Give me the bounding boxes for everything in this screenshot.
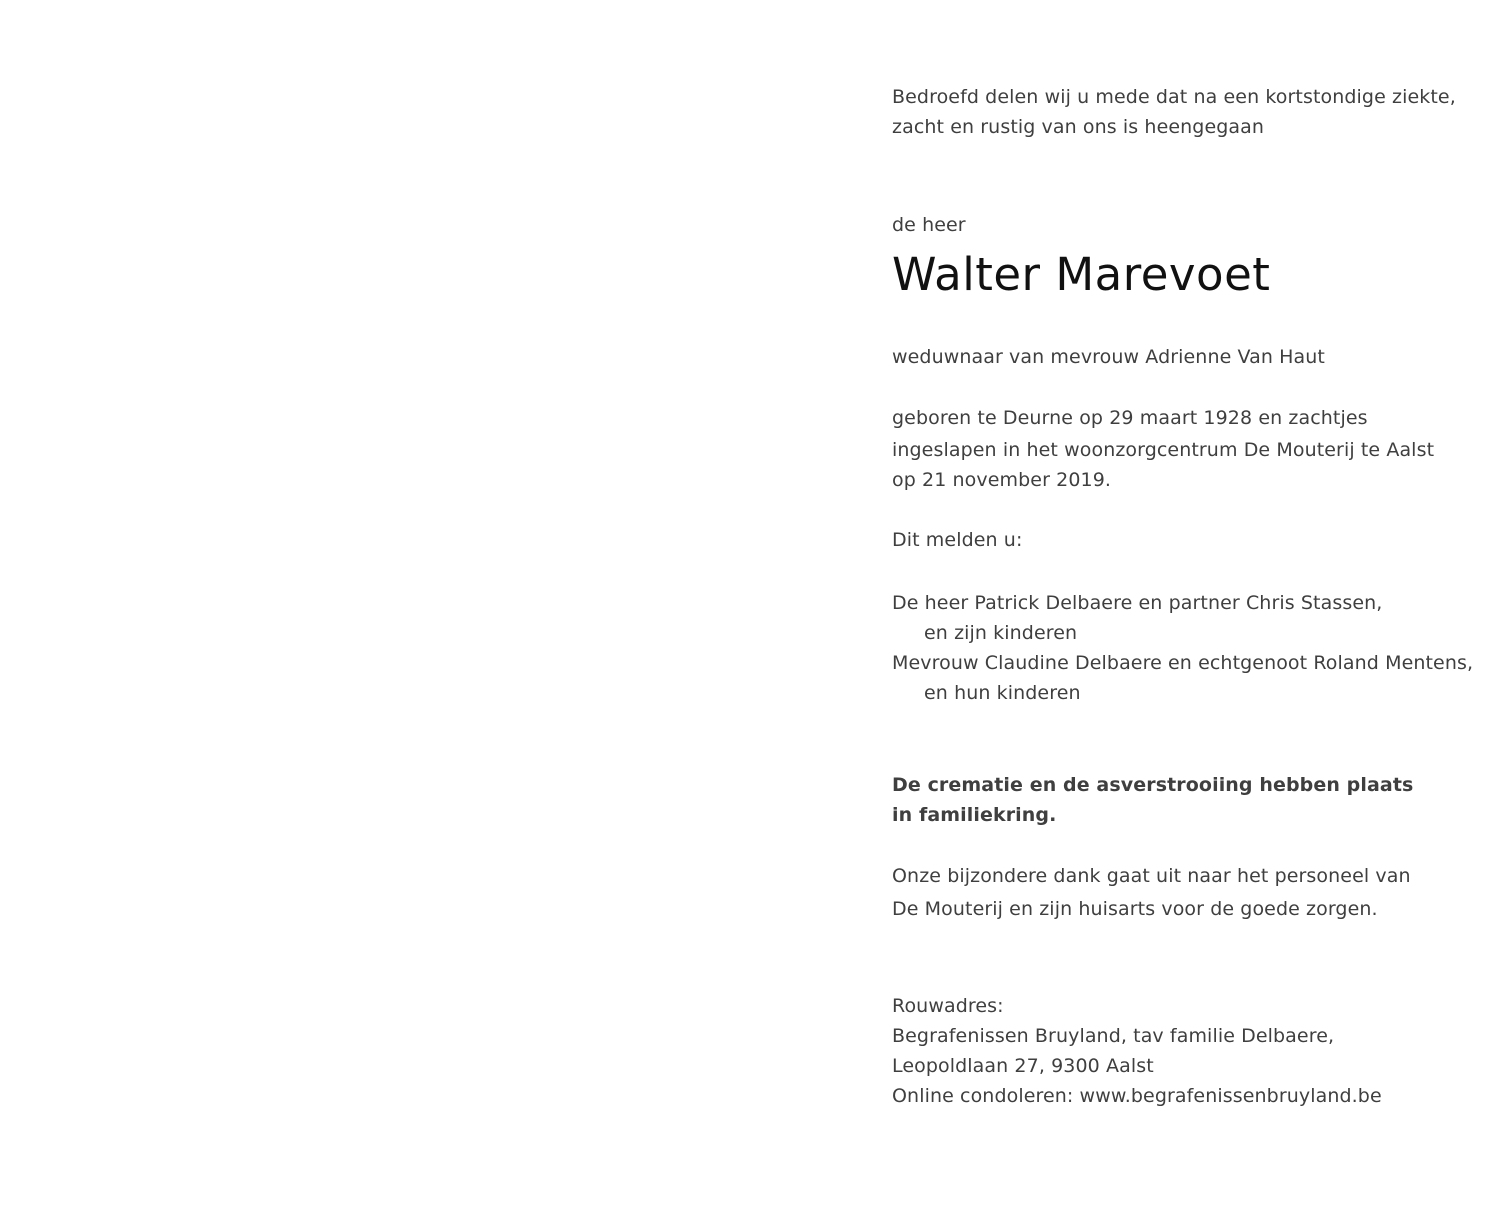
announced-by: Dit melden u: — [892, 529, 1023, 551]
intro-line-2: zacht en rustig van ons is heengegaan — [892, 116, 1265, 138]
address-label: Rouwadres: — [892, 995, 1004, 1017]
family-member-1-sub: en zijn kinderen — [924, 622, 1078, 644]
family-member-1: De heer Patrick Delbaere en partner Chris Stassen, — [892, 592, 1383, 614]
thanks-line-1: Onze bijzondere dank gaat uit naar het personeel van — [892, 865, 1411, 887]
family-member-2-sub: en hun kinderen — [924, 682, 1081, 704]
spouse-line: weduwnaar van mevrouw Adrienne Van Haut — [892, 346, 1325, 368]
family-member-2: Mevrouw Claudine Delbaere en echtgenoot Roland Mentens, — [892, 652, 1474, 674]
birth-line-1: geboren te Deurne op 29 maart 1928 en zachtjes — [892, 407, 1368, 429]
salutation: de heer — [892, 214, 966, 236]
birth-line-3: op 21 november 2019. — [892, 469, 1112, 491]
intro-line-1: Bedroefd delen wij u mede dat na een kortstondige ziekte, — [892, 86, 1456, 108]
address-line-2: Leopoldlaan 27, 9300 Aalst — [892, 1055, 1154, 1077]
address-line-1: Begrafenissen Bruyland, tav familie Delbaere, — [892, 1025, 1335, 1047]
deceased-name: Walter Marevoet — [892, 248, 1271, 301]
thanks-line-2: De Mouterij en zijn huisarts voor de goede zorgen. — [892, 898, 1378, 920]
ceremony-line-2: in familiekring. — [892, 804, 1057, 826]
ceremony-line-1: De crematie en de asverstrooiing hebben plaats — [892, 774, 1414, 796]
address-line-3: Online condoleren: www.begrafenissenbruyland.be — [892, 1085, 1382, 1107]
birth-line-2: ingeslapen in het woonzorgcentrum De Mouterij te Aalst — [892, 439, 1435, 461]
